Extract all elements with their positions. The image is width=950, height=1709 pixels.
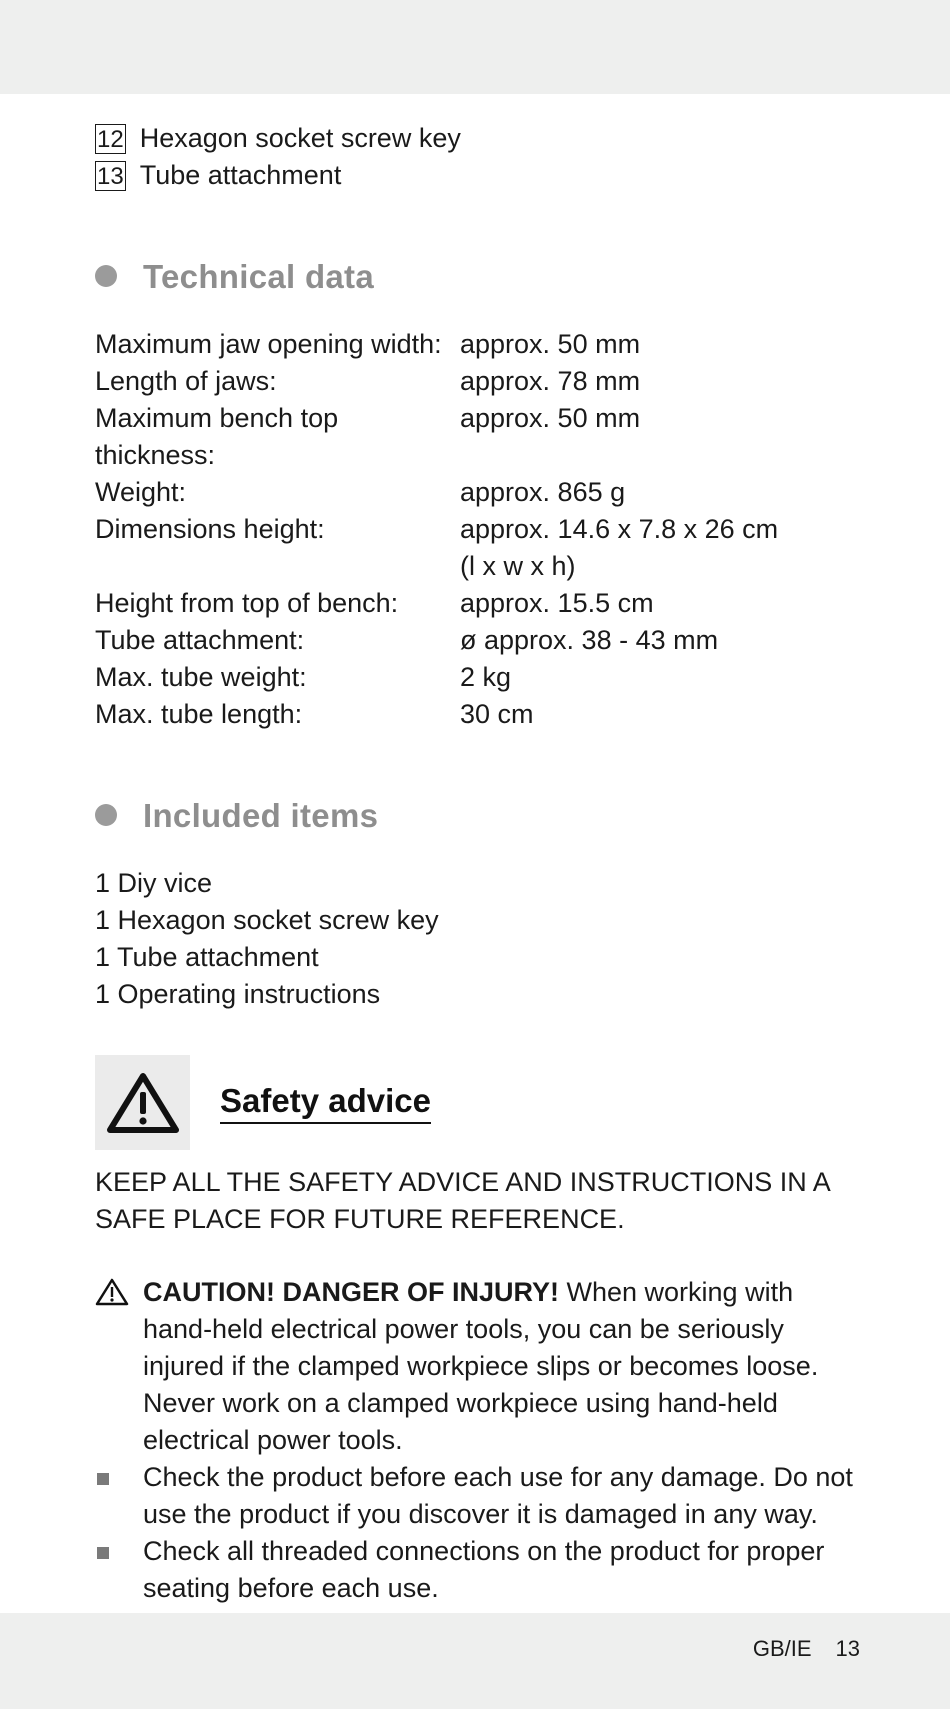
caution-label: CAUTION! DANGER OF INJURY! [143,1277,559,1307]
technical-data-heading [95,256,865,296]
page-content [95,120,865,1607]
keep-instructions-note: KEEP ALL THE SAFETY ADVICE AND INSTRUCTIONS IN A SAFE PLACE FOR FUTURE REFERENCE. [95,1167,830,1234]
caution-triangle-icon [95,1278,129,1316]
technical-data-title: Technical data [143,257,374,295]
safety-advice-header [95,1055,865,1150]
spec-value [460,511,865,585]
spec-value: approx. 15.5 cm [460,588,654,618]
included-items-title: Included items [143,796,379,834]
spec-label: Length of jaws: [95,366,277,396]
spec-row [95,474,865,511]
caution-warning [95,1274,865,1459]
page-footer [753,1636,860,1662]
page-number: 13 [835,1636,860,1661]
spec-row [95,400,865,474]
spec-label: Height from top of bench: [95,588,399,618]
spec-row [95,696,865,733]
spec-row [95,511,865,585]
list-item: 1 Diy vice [95,868,213,898]
square-bullet-icon [97,1473,109,1485]
footer-region: GB/IE [752,1636,812,1661]
included-items-list [95,865,865,1013]
spec-label: Weight: [95,477,187,507]
safety-bullet-item [95,1459,865,1533]
part-item [95,120,865,157]
included-items-heading [95,795,865,835]
spec-label: Maximum bench top thickness: [95,403,339,470]
warning-triangle-icon [95,1055,190,1150]
spec-value: 2 kg [460,662,512,692]
part-label: Tube attachment [139,160,342,190]
heading-bullet-icon [95,804,117,826]
spec-label: Max. tube length: [95,699,303,729]
spec-value: approx. 865 g [460,477,626,507]
spec-row [95,659,865,696]
spec-value-line: approx. 14.6 x 7.8 x 26 cm [460,514,779,544]
part-number: 13 [97,162,124,190]
spec-label: Max. tube weight: [95,662,307,692]
page-top-band [0,0,950,94]
caution-text: When working with hand-held electrical power tools, you can be seriously injured if the clamped workpiece slips or becomes loose. Never work on a clamped workpiece using hand-held electrical power tools. [143,1277,819,1455]
list-item: 1 Tube attachment [95,942,319,972]
part-item [95,157,865,194]
spec-value: ø approx. 38 - 43 mm [460,625,719,655]
list-item: 1 Hexagon socket screw key [95,905,439,935]
spec-row [95,363,865,400]
spec-value: 30 cm [460,699,534,729]
spec-label: Dimensions height: [95,514,325,544]
spec-row [95,326,865,363]
safety-bullet-text: Check all threaded connections on the product for proper seating before each use. [143,1536,825,1603]
safety-advice-title: Safety advice [220,1082,431,1124]
spec-label: Maximum jaw opening width: [95,329,442,359]
safety-bullet-item [95,1533,865,1607]
list-item: 1 Operating instructions [95,979,381,1009]
heading-bullet-icon [95,265,117,287]
part-label: Hexagon socket screw key [139,123,461,153]
spec-value: approx. 50 mm [460,329,641,359]
spec-row [95,622,865,659]
parts-list [95,120,865,194]
spec-value: approx. 50 mm [460,403,641,433]
spec-row [95,585,865,622]
spec-value-line: (l x w x h) [460,551,576,581]
spec-table [95,326,865,733]
square-bullet-icon [97,1547,109,1559]
safety-bullet-text: Check the product before each use for any damage. Do not use the product if you discover it is damaged in any way. [143,1462,853,1529]
spec-value: approx. 78 mm [460,366,641,396]
spec-label: Tube attachment: [95,625,305,655]
part-number: 12 [97,125,124,153]
